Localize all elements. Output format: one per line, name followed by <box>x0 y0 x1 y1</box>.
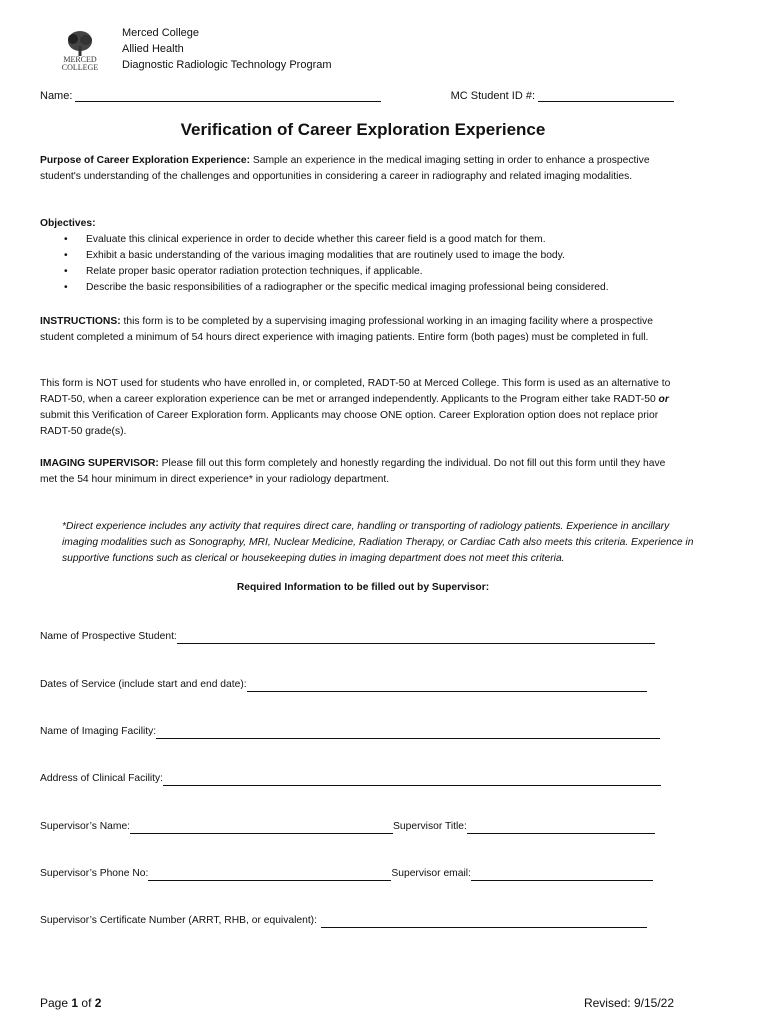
not-used-paragraph <box>40 376 680 440</box>
facility-input[interactable] <box>156 726 660 739</box>
imaging-supervisor-label: IMAGING SUPERVISOR: <box>40 458 159 469</box>
logo-wordmark: MERCED COLLEGE <box>61 55 99 72</box>
page-word: Page <box>40 996 69 1010</box>
student-id-input[interactable] <box>538 89 674 102</box>
objectives-section <box>40 216 680 296</box>
address-input[interactable] <box>163 773 661 786</box>
certificate-input[interactable] <box>321 915 647 928</box>
instructions-label: INSTRUCTIONS: <box>40 316 121 327</box>
facility-field <box>40 725 660 739</box>
page-total: 2 <box>94 996 102 1010</box>
purpose-text: Sample an experience in the medical imaging setting in order to enhance a prospective student's understanding of the challenges and opportunities in considering a career in radiography and related imaging modalities. <box>40 155 650 182</box>
imaging-supervisor-text: Please fill out this form completely and honestly regarding the individual. Do not fill out this form until they have met the 54 hour minimum in direct experience* in your radiology department. <box>40 458 666 485</box>
supervisor-name-row <box>40 820 655 834</box>
facility-label: Name of Imaging Facility: <box>40 726 157 737</box>
not-used-or: or <box>658 394 669 405</box>
student-name-field <box>40 630 655 644</box>
dates-input[interactable] <box>247 679 647 692</box>
page-title: Verification of Career Exploration Experience <box>180 120 546 139</box>
supervisor-name-label: Supervisor’s Name: <box>40 821 131 832</box>
supervisor-name-input[interactable] <box>130 821 393 834</box>
list-item: • Relate proper basic operator radiation protection techniques, if applicable. <box>40 264 680 280</box>
list-item: • Evaluate this clinical experience in order to decide whether this career field is a good match for them. <box>40 232 680 248</box>
supervisor-title-input[interactable] <box>467 821 655 834</box>
supervisor-phone-input[interactable] <box>148 868 391 881</box>
list-item: • Describe the basic responsibilities of a radiographer or the specific medical imaging professional being considered. <box>40 280 680 296</box>
supervisor-email-input[interactable] <box>471 868 653 881</box>
not-used-text-1: This form is NOT used for students who have enrolled in, or completed, RADT-50 at Merced College. This form is used as an alternative to RADT-50, when a career exploration experience can be met or arranged independently. Applicants to the Program either take RADT-50 <box>40 378 671 405</box>
student-name-input[interactable] <box>177 631 655 644</box>
certificate-label: Supervisor’s Certificate Number (ARRT, RHB, or equivalent): <box>40 915 317 926</box>
imaging-supervisor-paragraph <box>40 456 680 488</box>
address-field <box>40 772 661 786</box>
dates-label: Dates of Service (include start and end date): <box>40 679 247 690</box>
certificate-field <box>40 914 647 928</box>
supervisor-phone-label: Supervisor’s Phone No: <box>40 868 149 879</box>
revised-date: Revised: 9/15/22 <box>583 996 674 1010</box>
not-used-text-2: submit this Verification of Career Exploration form. Applicants may choose ONE option. Career Exploration option does not replace prior RADT-50 grade(s). <box>40 410 659 437</box>
list-item: • Exhibit a basic understanding of the various imaging modalities that are routinely used to image the body. <box>40 248 680 264</box>
direct-experience-note: *Direct experience includes any activity that requires direct care, handling or transporting of radiology patients. Experience in ancillary imaging modalities such as Sonography, MRI, Nuclear Medicine, Radiation Therapy, or Cardiac Cath also meets this criteria. Experience in supportive functions such as clerical or housekeeping duties in imaging department does not meet this criteria. <box>62 521 694 564</box>
of-word: of <box>81 996 92 1010</box>
dates-field <box>40 678 647 692</box>
supervisor-phone-row <box>40 867 653 881</box>
supervisor-email-label: Supervisor email: <box>391 868 471 879</box>
student-id-label: MC Student ID #: <box>450 90 535 102</box>
address-label: Address of Clinical Facility: <box>40 773 164 784</box>
required-heading: Required Information to be filled out by Supervisor: <box>236 582 490 593</box>
name-label: Name: <box>40 90 73 102</box>
page-number <box>40 996 101 1010</box>
page-current: 1 <box>71 996 79 1010</box>
supervisor-title-label: Supervisor Title: <box>393 821 467 832</box>
student-name-label: Name of Prospective Student: <box>40 631 177 642</box>
name-input[interactable] <box>75 89 381 102</box>
header-program: Diagnostic Radiologic Technology Program <box>122 59 332 71</box>
instructions-text: this form is to be completed by a supervising imaging professional working in an imaging facility where a prospective student completed a minimum of 54 hours direct experience with imaging patients. Entire form (both pages) must be completed in full. <box>40 316 653 343</box>
instructions-paragraph <box>40 314 680 346</box>
purpose-paragraph <box>40 153 680 185</box>
name-row <box>40 89 674 102</box>
objectives-label: Objectives: <box>40 218 96 229</box>
header-college: Merced College <box>122 27 200 39</box>
objectives-list <box>40 232 680 296</box>
header-department: Allied Health <box>122 43 184 55</box>
purpose-label: Purpose of Career Exploration Experience: <box>40 155 251 166</box>
header-block <box>122 25 332 73</box>
